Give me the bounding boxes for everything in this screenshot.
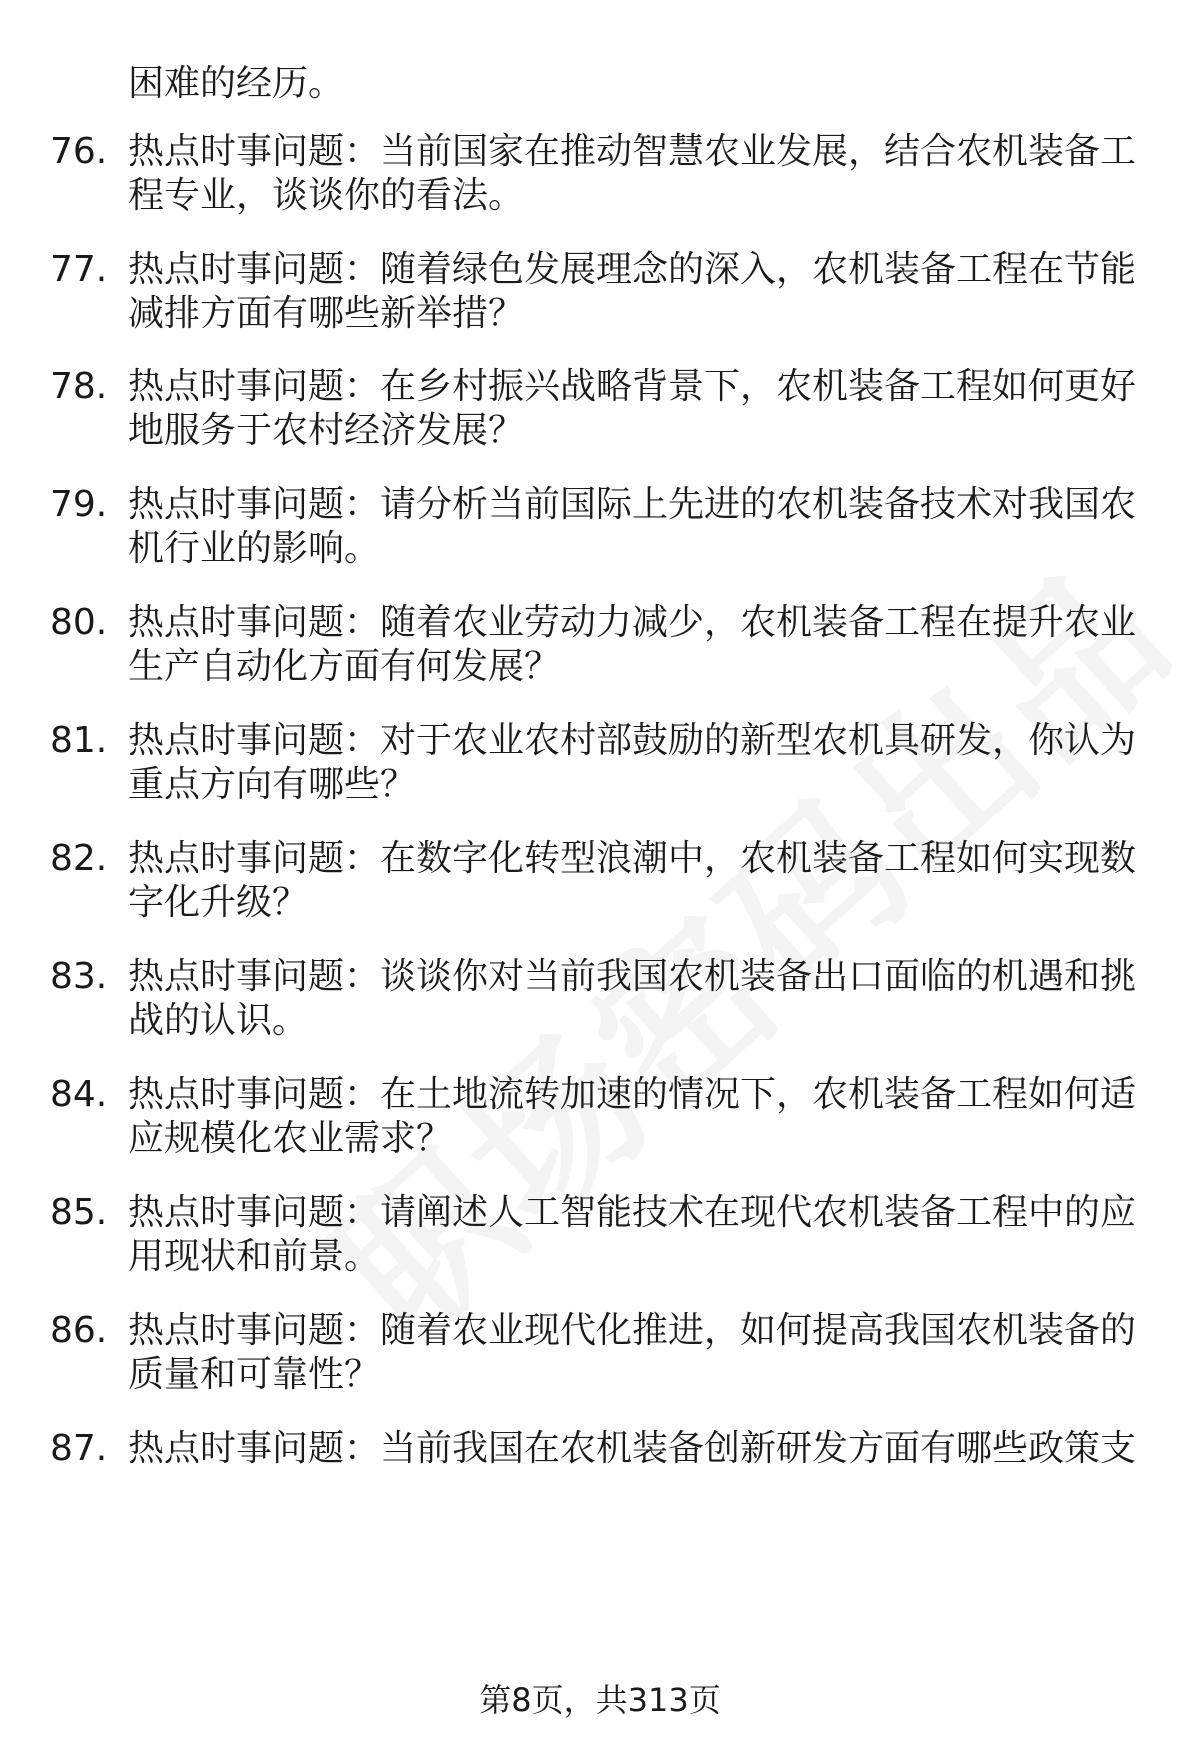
item-line: 热点时事问题：对于农业农村部鼓励的新型农机具研发，你认为 — [128, 720, 1137, 761]
item-line: 字化升级？ — [128, 882, 309, 923]
item-line: 质量和可靠性？ — [128, 1354, 381, 1395]
item-line: 重点方向有哪些？ — [128, 764, 417, 805]
item-line: 热点时事问题：谈谈你对当前我国农机装备出口面临的机遇和挑 — [128, 956, 1137, 997]
item-number: 77. — [50, 249, 108, 290]
item-number: 79. — [50, 484, 108, 525]
item-number: 85. — [50, 1192, 108, 1233]
item-number: 86. — [50, 1310, 108, 1351]
item-line: 热点时事问题：在乡村振兴战略背景下，农机装备工程如何更好 — [128, 366, 1137, 407]
item-line: 热点时事问题：请阐述人工智能技术在现代农机装备工程中的应 — [128, 1192, 1137, 1233]
item-number: 76. — [50, 131, 108, 172]
item-line: 热点时事问题：在土地流转加速的情况下，农机装备工程如何适 — [128, 1074, 1137, 1115]
item-line: 减排方面有哪些新举措？ — [128, 293, 525, 334]
item-line: 热点时事问题：随着农业劳动力减少，农机装备工程在提升农业 — [128, 602, 1137, 643]
item-number: 82. — [50, 838, 108, 879]
item-line: 热点时事问题：在数字化转型浪潮中，农机装备工程如何实现数 — [128, 838, 1137, 879]
item-line: 热点时事问题：当前我国在农机装备创新研发方面有哪些政策支 — [128, 1428, 1137, 1469]
item-number: 78. — [50, 366, 108, 407]
item-line: 热点时事问题：随着农业现代化推进，如何提高我国农机装备的 — [128, 1310, 1137, 1351]
item-number: 83. — [50, 956, 108, 997]
item-line: 地服务于农村经济发展？ — [128, 410, 525, 451]
item-line: 战的认识。 — [128, 1000, 309, 1041]
item-line: 用现状和前景。 — [128, 1236, 381, 1277]
item-number: 81. — [50, 720, 108, 761]
item-number: 87. — [50, 1428, 108, 1469]
item-line: 生产自动化方面有何发展？ — [128, 646, 561, 687]
item-number: 84. — [50, 1074, 108, 1115]
item-line: 应规模化农业需求？ — [128, 1118, 453, 1159]
continuation-line: 困难的经历。 — [128, 63, 345, 104]
item-number: 80. — [50, 602, 108, 643]
page-footer: 第8页，共313页 — [479, 1681, 721, 1719]
item-line: 机行业的影响。 — [128, 528, 381, 569]
item-line: 热点时事问题：随着绿色发展理念的深入，农机装备工程在节能 — [128, 249, 1137, 290]
item-line: 热点时事问题：当前国家在推动智慧农业发展，结合农机装备工 — [128, 131, 1137, 172]
item-line: 热点时事问题：请分析当前国际上先进的农机装备技术对我国农 — [128, 484, 1137, 525]
item-line: 程专业，谈谈你的看法。 — [128, 175, 525, 216]
